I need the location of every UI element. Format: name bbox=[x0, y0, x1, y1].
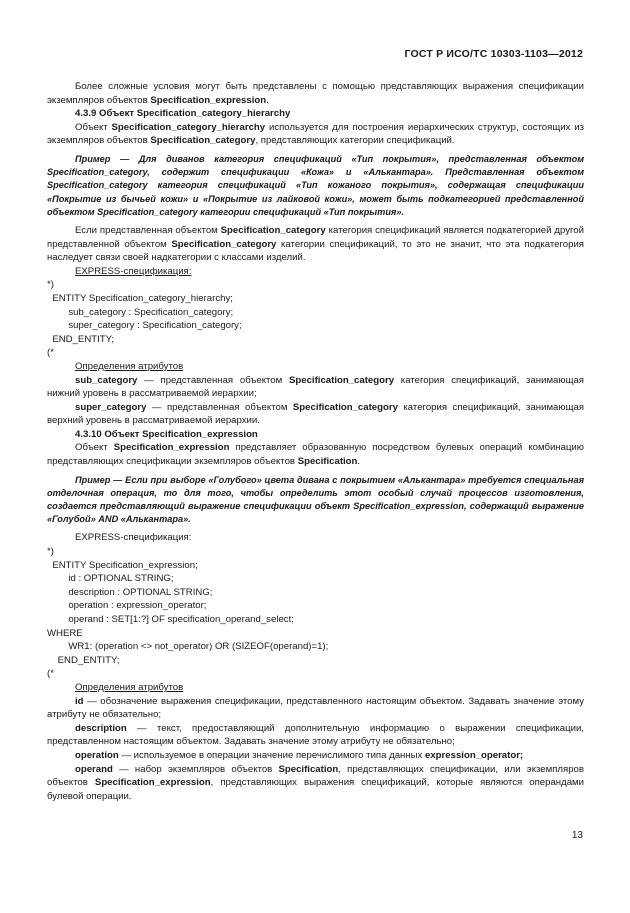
example-note-2: Пример — Если при выборе «Голубого» цвета дивана с покрытием «Алькантара» требуется специальная отделочная операция, то для того, чтобы определить этот особый случай процессов изготовления, создается представляющий выражение спецификации объект Specification_expression, содержащий выражение «Голубой» AND «Алькантара». bbox=[47, 474, 584, 525]
term: operand bbox=[75, 763, 113, 775]
term: super_category bbox=[75, 401, 147, 413]
attribute-definitions-label-2 bbox=[47, 681, 584, 695]
term: operation bbox=[75, 749, 119, 761]
term: Specification_category bbox=[289, 374, 395, 386]
term: Specification_expression bbox=[94, 777, 211, 789]
text: . bbox=[357, 456, 361, 468]
term: Specification bbox=[297, 456, 358, 468]
express-code-1: *) ENTITY Specification_category_hierarchy; sub_category : Specification_category; super_category : Specification_category; END_ENTITY; (* bbox=[47, 279, 242, 359]
text: Определения атрибутов bbox=[75, 682, 184, 694]
attribute-definitions-label-1 bbox=[47, 360, 584, 374]
term: description bbox=[75, 722, 127, 734]
text: , представляющих выражения спецификаций, которые являются операндами булевой операции. bbox=[47, 777, 584, 802]
text: . bbox=[266, 94, 269, 106]
paragraph-subcategory bbox=[47, 224, 584, 265]
term: Specification_category bbox=[292, 401, 398, 413]
term: expression_operator; bbox=[425, 749, 524, 761]
text: — текст, предоставляющий дополнительную информацию о выражении спецификации, представленном настоящим объектом. Задавать значение этому атрибуту не обязательно; bbox=[47, 722, 584, 748]
text: категории спецификаций, то это не значит, что эта подкатегория наследует связи своей надкатегории с классами изделий. bbox=[47, 238, 584, 264]
text: — набор экземпляров объектов bbox=[112, 763, 279, 775]
text: категория спецификаций, занимающая верхний уровень в рассматриваемой иерархии. bbox=[47, 401, 584, 427]
text: , представляющих категории спецификаций. bbox=[255, 135, 455, 147]
text: Объект bbox=[75, 121, 112, 133]
term: Specification_expression bbox=[113, 442, 230, 454]
text: — представленная объектом bbox=[137, 374, 289, 386]
definition-id bbox=[47, 695, 584, 722]
definition-super-category bbox=[47, 401, 584, 428]
text: EXPRESS-спецификация: bbox=[75, 532, 192, 544]
section-heading-4-3-9: 4.3.9 Объект Specification_category_hierarchy bbox=[75, 108, 291, 120]
definition-description bbox=[47, 722, 584, 749]
text: представляет образованную посредством булевых операций комбинацию представляющих спецификации экземпляров объектов bbox=[47, 442, 584, 468]
text: Объект bbox=[75, 442, 114, 454]
term: sub_category bbox=[75, 374, 138, 386]
express-label-2 bbox=[47, 531, 584, 545]
express-code-2: *) ENTITY Specification_expression; id : OPTIONAL STRING; description : OPTIONAL STRING; operation : expression_operator; operand : SET[1:?] OF specification_operand_select; WHERE WR1: (operation <> not_operator) OR (SIZEOF(operand)=1); END_ENTITY; (* bbox=[47, 546, 329, 680]
text: — обозначение выражения спецификации, представленного настоящим объектом. Задавать значение этому атрибуту не обязательно; bbox=[47, 695, 584, 721]
term: Specification bbox=[278, 763, 339, 775]
term: Specification_expression bbox=[150, 94, 267, 106]
definition-operand bbox=[47, 763, 584, 804]
express-label-1 bbox=[47, 265, 584, 279]
page-header: ГОСТ Р ИСО/ТС 10303-1103—2012 bbox=[404, 48, 583, 60]
example-note-1: Пример — Для диванов категория спецификаций «Тип покрытия», представленная объектом Specification_category, содержит спецификации «Кожа» и «Алькантара». Представленная объектом Specification_category категория спецификаций «Тип кожаного покрытия», содержащая спецификации «Покрытие из бычьей кожи» и «Покрытие из лайковой кожи», может быть подкатегорией представленной объектом Specification_category категории спецификаций «Тип покрытия». bbox=[47, 153, 584, 217]
text: — используемое в операции значение перечислимого типа данных bbox=[118, 749, 426, 761]
page-number: 13 bbox=[571, 830, 583, 841]
section-heading-4-3-10: 4.3.10 Объект Specification_expression bbox=[75, 428, 258, 440]
definition-operation bbox=[47, 749, 584, 763]
term: Specification_category bbox=[150, 135, 256, 147]
text: используется для построения иерархических структур, состоящих из экземпляров объектов bbox=[47, 121, 584, 147]
text: Более сложные условия могут быть представлены с помощью представляющих выражения спецификации экземпляров объектов bbox=[47, 81, 584, 106]
term: id bbox=[75, 695, 84, 707]
term: Specification_category_hierarchy bbox=[111, 121, 266, 133]
term: Specification_category bbox=[171, 238, 277, 250]
text: категория спецификаций является подкатегорией другой представленной объектом bbox=[47, 224, 584, 250]
term: Specification_category bbox=[220, 224, 326, 236]
definition-sub-category bbox=[47, 374, 584, 401]
text: — представленная объектом bbox=[146, 401, 293, 413]
text: , представляющих спецификации, или экземпляров объектов bbox=[47, 763, 584, 789]
paragraph-hierarchy bbox=[47, 121, 584, 148]
paragraph-intro bbox=[47, 80, 584, 107]
text: Если представленная объектом bbox=[75, 224, 221, 236]
text: Определения атрибутов bbox=[75, 360, 184, 372]
document-body bbox=[47, 80, 584, 803]
paragraph-expression bbox=[47, 441, 584, 468]
text: EXPRESS-спецификация: bbox=[75, 265, 192, 277]
text: категория спецификаций, занимающая нижний уровень в рассматриваемой иерархии; bbox=[47, 374, 584, 400]
